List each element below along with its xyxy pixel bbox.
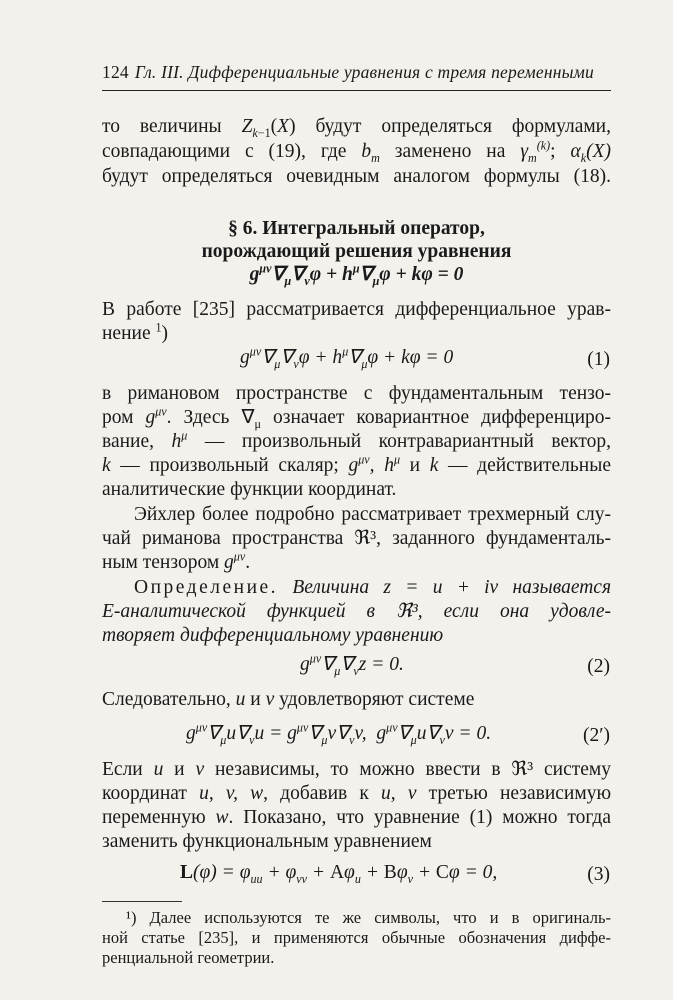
formula: $\nabla_\mu$ — [241, 407, 261, 431]
text: и — [250, 689, 261, 710]
equation-number: (2) — [587, 656, 610, 677]
text: заменено на — [394, 141, 506, 162]
formula: $h^\mu$ — [171, 428, 188, 452]
text: и — [409, 455, 421, 476]
formula: u, v — [381, 783, 417, 804]
text: третью независимую — [428, 783, 612, 804]
formula: k — [102, 455, 111, 476]
equation-2-prime: $g^{\mu\nu}\nabla_\mu u\nabla_\nu u = g^{\mu\nu}\nabla_\mu v\nabla_\nu v$, $g^{\mu\nu}\nabla_\mu u\nabla_\nu v = 0$. — [186, 720, 492, 747]
text-line — [102, 167, 611, 187]
text-line: творяет дифференциальному уравнению — [102, 625, 444, 646]
formula: $g^{\mu\nu}$ — [145, 404, 167, 428]
text-line — [102, 690, 611, 710]
section-heading-formula: $g^{\mu\nu}\nabla_\mu\nabla_\nu\varphi + h^\mu\nabla_\mu\varphi + k\varphi = 0$ — [249, 261, 464, 288]
formula: $Z_{k-1}(X)$ — [241, 116, 296, 140]
text: координат — [102, 783, 187, 804]
equation-3: $L(\varphi) = \varphi_{uu} + \varphi_{vv} + A\varphi_u + B\varphi_v + C\varphi = 0$, — [180, 862, 498, 886]
equation-2: $g^{\mu\nu}\nabla_\mu\nabla_\nu z = 0$. — [300, 651, 404, 678]
text: будут определяться формулами, — [315, 116, 611, 137]
text: означает ковариантное дифференциро- — [273, 407, 612, 428]
section-heading: порождающий решения уравнения — [201, 241, 512, 262]
text: Следовательно, — [102, 689, 231, 710]
equation-1: $g^{\mu\nu}\nabla_\mu\nabla_\nu\varphi + h^\mu\nabla_\mu\varphi + k\varphi = 0$ — [240, 344, 454, 371]
text-line: нение $^1$) — [102, 320, 169, 344]
formula: u — [235, 689, 246, 710]
text: нение — [102, 323, 151, 344]
formula: $h^\mu$ — [384, 452, 401, 476]
text: совпадающими с (19), где — [102, 141, 347, 162]
section-heading: § 6. Интегральный оператор, — [228, 218, 485, 239]
footnote-line: ренциальной геометрии. — [102, 948, 275, 967]
text-line — [102, 404, 612, 431]
equation-number: (3) — [587, 864, 610, 885]
footnote-rule — [102, 901, 182, 902]
formula: $g^{\mu\nu}$, — [348, 452, 375, 476]
text: и — [174, 759, 185, 780]
text-line — [102, 784, 611, 804]
text: Величина — [292, 577, 370, 598]
page-number: 124 — [102, 62, 129, 82]
text-line: В работе [235] рассматривается дифференциальное урав- — [102, 299, 611, 320]
text: вание, — [102, 431, 155, 452]
formula: $b_m$ — [361, 141, 380, 165]
text-line: E-аналитической функцией в ℜ³, если она удовле- — [102, 601, 611, 622]
text-line — [102, 428, 612, 452]
text: ; — [550, 141, 556, 162]
text: — действительные — [448, 455, 611, 476]
text: переменную — [102, 807, 206, 828]
text-line — [134, 578, 611, 598]
text-line: Эйхлер более подробно рассматривает трехмерный слу- — [134, 504, 611, 525]
text-line: заменить функциональным уравнением — [102, 831, 432, 852]
footnote-line: ¹) Далее используются те же символы, что и в оригиналь- — [126, 908, 611, 927]
text-line — [102, 760, 611, 780]
formula: w — [215, 807, 229, 828]
text: — произвольный контравариантный вектор, — [204, 431, 612, 452]
text: , добавив к — [263, 783, 369, 804]
text: удовлетворяют системе — [279, 689, 475, 710]
text-line — [102, 116, 611, 140]
text: ным тензором — [102, 552, 220, 573]
formula: v — [265, 689, 275, 710]
formula: z = u + iv — [383, 577, 499, 598]
formula: u — [153, 759, 164, 780]
formula: $g^{\mu\nu}$ — [224, 549, 246, 573]
text: то величины — [102, 116, 222, 137]
header-rule — [102, 90, 611, 91]
text: ром — [102, 407, 134, 428]
text-line: ным тензором $g^{\mu\nu}$. — [102, 549, 251, 573]
text: . Здесь — [166, 407, 230, 428]
text-line: аналитические функции координат. — [102, 479, 397, 500]
text-line — [102, 138, 612, 165]
equation-number: (1) — [587, 349, 610, 370]
formula: $\gamma_m^{(k)}$ — [520, 138, 551, 165]
text-line: в римановом пространстве с фундаментальным тензо- — [102, 383, 611, 404]
text: — произвольный скаляр; — [120, 455, 339, 476]
text-line: чай риманова пространства ℜ³, заданного фундаменталь- — [102, 528, 611, 549]
formula: v — [195, 759, 205, 780]
text-line — [102, 452, 611, 476]
text: будут определяться очевидным аналогом формулы (18). — [102, 166, 611, 187]
text: . Показано, что уравнение (1) можно тогда — [228, 807, 611, 828]
text: Если — [102, 759, 143, 780]
text: называется — [512, 577, 612, 598]
text-line — [102, 808, 611, 828]
running-header — [102, 62, 612, 83]
equation-number: (2′) — [582, 725, 610, 746]
formula: u, v, w — [199, 783, 264, 804]
definition-term: Определение. — [134, 577, 279, 598]
formula: k — [429, 455, 439, 476]
footnote-line: ной статье [235], и применяются обычные обозначения диффе- — [102, 928, 611, 947]
running-title: Гл. III. Дифференциальные уравнения с тремя переменными — [134, 62, 594, 82]
formula: $\alpha_k(X)$ — [570, 141, 612, 165]
text: независимы, то можно ввести в ℜ³ систему — [214, 759, 612, 780]
